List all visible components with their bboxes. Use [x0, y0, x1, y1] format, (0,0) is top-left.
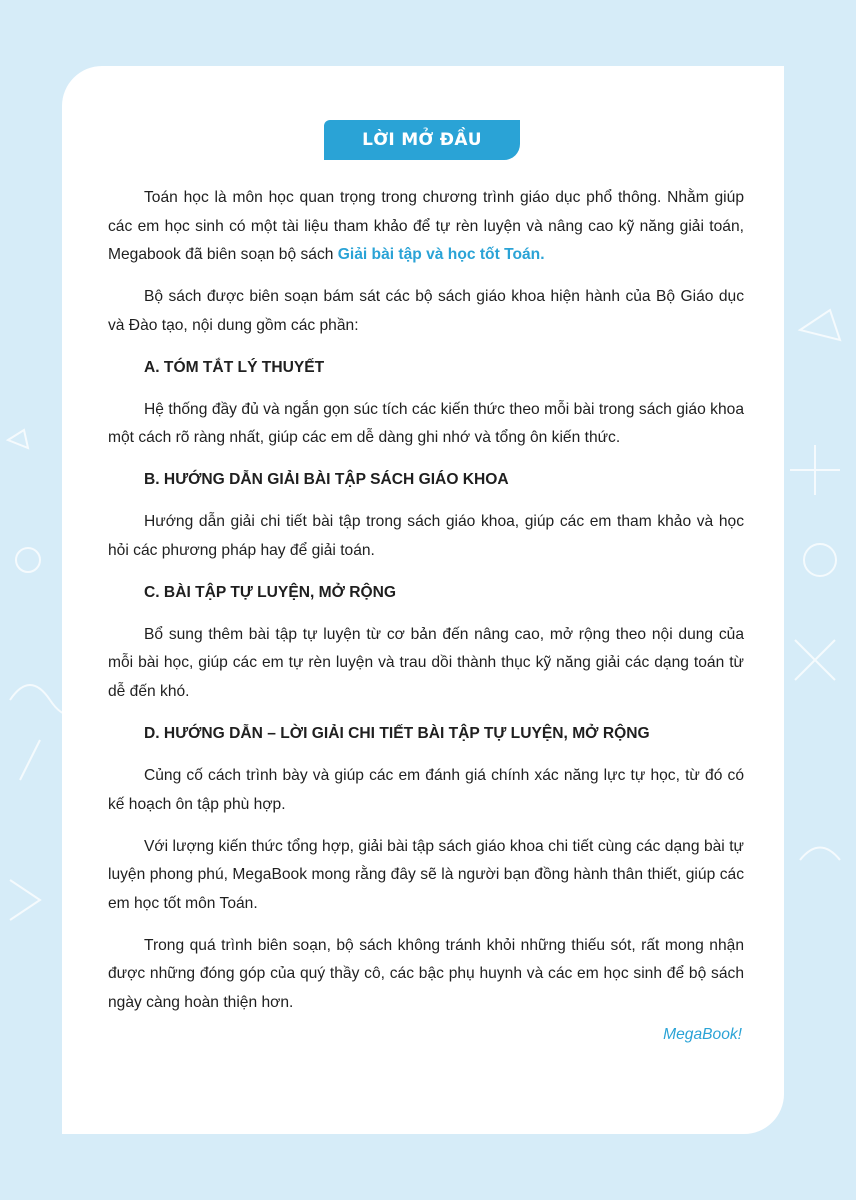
- circle-doodle: [16, 548, 40, 572]
- section-a-text: Hệ thống đầy đủ và ngắn gọn súc tích các kiến thức theo mỗi bài trong sách giáo khoa một cách rõ ràng nhất, giúp các em dễ dàng ghi nhớ và tổng ôn kiến thức.: [108, 400, 744, 447]
- angle-doodle: [10, 880, 40, 920]
- arc-doodle: [800, 848, 840, 861]
- intro-text: Toán học là môn học quan trọng trong chương trình giáo dục phổ thông. Nhằm giúp các em học sinh có một tài liệu tham khảo để tự rèn luyện và nâng cao kỹ năng giải toán, Megabook đã biên soạn bộ sách: [108, 189, 744, 264]
- preface-page-card: [62, 66, 784, 1134]
- cross-doodle: [795, 640, 835, 680]
- closing-paragraph-2: Trong quá trình biên soạn, bộ sách không tránh khỏi những thiếu sót, rất mong nhận được những đóng góp của quý thầy cô, các bậc phụ huynh và các em học sinh để bộ sách ngày càng hoàn thiện hơn.: [108, 936, 744, 1011]
- section-d-title: D. HƯỚNG DẪN – LỜI GIẢI CHI TIẾT BÀI TẬP TỰ LUYỆN, MỞ RỘNG: [144, 725, 650, 743]
- triangle-doodle: [800, 310, 840, 340]
- structure-intro-paragraph: Bộ sách được biên soạn bám sát các bộ sách giáo khoa hiện hành của Bộ Giáo dục và Đào tạo, nội dung gồm các phần:: [108, 288, 744, 334]
- preface-content: [108, 184, 744, 1031]
- triangle-doodle: [8, 430, 28, 448]
- section-d-text: Củng cố cách trình bày và giúp các em đánh giá chính xác năng lực tự học, từ đó có kế hoạch ôn tập phù hợp.: [108, 767, 744, 813]
- intro-paragraph: [108, 184, 744, 270]
- section-b-title: B. HƯỚNG DẪN GIẢI BÀI TẬP SÁCH GIÁO KHOA: [144, 471, 509, 489]
- page-title: LỜI MỞ ĐẦU: [324, 120, 520, 160]
- section-c-title: C. BÀI TẬP TỰ LUYỆN, MỞ RỘNG: [144, 583, 397, 601]
- signature: MegaBook!: [663, 1026, 742, 1043]
- section-a-title: A. TÓM TẮT LÝ THUYẾT: [144, 358, 325, 376]
- line-doodle: [20, 740, 40, 780]
- closing-paragraph-1: Với lượng kiến thức tổng hợp, giải bài tập sách giáo khoa chi tiết cùng các dạng bài tự luyện phong phú, MegaBook mong rằng đây sẽ là người bạn đồng hành thân thiết, giúp các em học tốt môn Toán.: [108, 837, 744, 912]
- section-c-text: Bổ sung thêm bài tập tự luyện từ cơ bản đến nâng cao, mở rộng theo nội dung của mỗi bài học, giúp các em tự rèn luyện và trau dồi thành thục kỹ năng giải các dạng toán từ dễ đến khó.: [108, 625, 744, 701]
- circle-doodle: [804, 544, 836, 576]
- book-title-highlight: Giải bài tập và học tốt Toán.: [337, 246, 545, 264]
- section-b-text: Hướng dẫn giải chi tiết bài tập trong sách giáo khoa, giúp các em tham khảo và học hỏi các phương pháp hay để giải toán.: [108, 513, 744, 559]
- plus-doodle: [790, 445, 840, 495]
